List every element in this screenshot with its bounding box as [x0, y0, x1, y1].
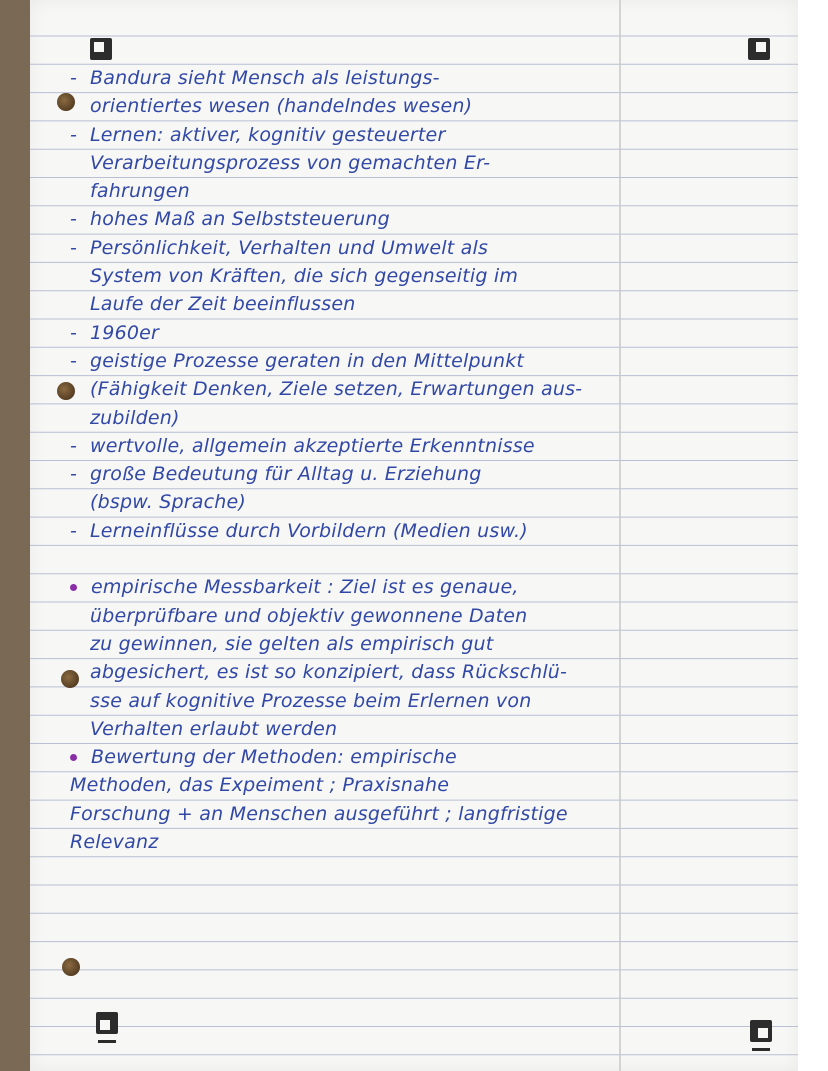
note-text: geistige Prozesse geraten in den Mittelpunkt [90, 349, 525, 372]
dash-line [70, 64, 650, 92]
note-text: Lerneinflüsse durch Vorbildern (Medien usw.) [90, 519, 528, 542]
continuation-line [70, 630, 650, 658]
note-text: Bewertung der Methoden: empirische [91, 746, 457, 769]
marker-underline [752, 1048, 770, 1051]
dash-line [70, 205, 650, 233]
dash-icon: - [70, 208, 78, 231]
continuation-line [70, 290, 650, 318]
continuation-line [70, 602, 650, 630]
note-text: zubilden) [90, 406, 180, 429]
notes-section-method [70, 573, 650, 856]
continuation-line [70, 404, 650, 432]
continuation-line [70, 149, 650, 177]
dash-icon: - [70, 463, 78, 486]
note-text: Lernen: aktiver, kognitiv gesteuerter [90, 123, 446, 146]
dash-line [70, 432, 650, 460]
note-text: hohes Maß an Selbststeuerung [90, 208, 390, 231]
note-text: überprüfbare und objektiv gewonnene Daten [90, 604, 528, 627]
note-text: System von Kräften, die sich gegenseitig im [90, 265, 519, 288]
marker-underline [98, 1040, 116, 1043]
continuation-line [70, 488, 650, 516]
dash-line [70, 319, 650, 347]
note-text: empirische Messbarkeit : Ziel ist es genaue, [91, 576, 519, 599]
bullet-icon [70, 584, 77, 591]
note-text: (Fähigkeit Denken, Ziele setzen, Erwartungen aus- [90, 378, 583, 401]
continuation-line [70, 375, 650, 403]
background-strip [798, 0, 828, 1071]
continuation-line [70, 800, 650, 828]
bullet-line [70, 573, 650, 601]
bullet-line [70, 743, 650, 771]
corner-marker-icon [96, 1012, 118, 1034]
continuation-line [70, 177, 650, 205]
note-text: Bandura sieht Mensch als leistungs- [90, 67, 440, 89]
dash-line [70, 121, 650, 149]
dash-icon: - [70, 67, 78, 89]
note-text: große Bedeutung für Alltag u. Erziehung [90, 463, 482, 486]
notes-section-bandura [70, 64, 650, 545]
continuation-line [70, 715, 650, 743]
note-text: Relevanz [70, 831, 159, 854]
note-text: Laufe der Zeit beeinflussen [90, 293, 356, 316]
continuation-line [70, 828, 650, 856]
note-text: (bspw. Sprache) [90, 491, 247, 514]
continuation-line [70, 687, 650, 715]
dash-icon: - [70, 434, 78, 457]
dash-icon: - [70, 321, 78, 344]
note-text: abgesichert, es ist so konzipiert, dass Rückschlü- [90, 661, 568, 684]
note-text: Verarbeitungsprozess von gemachten Er- [90, 151, 491, 174]
section-gap [70, 545, 650, 573]
handwritten-notes [70, 64, 650, 856]
note-text: Forschung + an Menschen ausgeführt ; langfristige [70, 802, 568, 825]
dash-icon: - [70, 123, 78, 146]
note-text: Verhalten erlaubt werden [90, 717, 338, 740]
note-text: zu gewinnen, sie gelten als empirisch gut [90, 632, 494, 655]
corner-marker-icon [750, 1020, 772, 1042]
continuation-line [70, 658, 650, 686]
continuation-line [70, 92, 650, 120]
corner-marker-icon [748, 38, 770, 60]
continuation-line [70, 771, 650, 799]
punch-hole-icon [62, 958, 80, 976]
note-text: 1960er [90, 321, 160, 344]
dash-line [70, 517, 650, 545]
dash-line [70, 234, 650, 262]
note-text: orientiertes wesen (handelndes wesen) [90, 95, 473, 118]
dash-line [70, 347, 650, 375]
continuation-line [70, 262, 650, 290]
note-text: wertvolle, allgemein akzeptierte Erkenntnisse [90, 434, 535, 457]
dash-line [70, 460, 650, 488]
dash-icon: - [70, 519, 78, 542]
note-text: Methoden, das Expeiment ; Praxisnahe [70, 774, 450, 797]
notebook-page [30, 0, 798, 1071]
note-text: fahrungen [90, 180, 190, 203]
corner-marker-icon [90, 38, 112, 60]
dash-icon: - [70, 236, 78, 259]
note-text: Persönlichkeit, Verhalten und Umwelt als [90, 236, 489, 259]
bullet-icon [70, 754, 77, 761]
dash-icon: - [70, 349, 78, 372]
note-text: sse auf kognitive Prozesse beim Erlernen von [90, 689, 532, 712]
